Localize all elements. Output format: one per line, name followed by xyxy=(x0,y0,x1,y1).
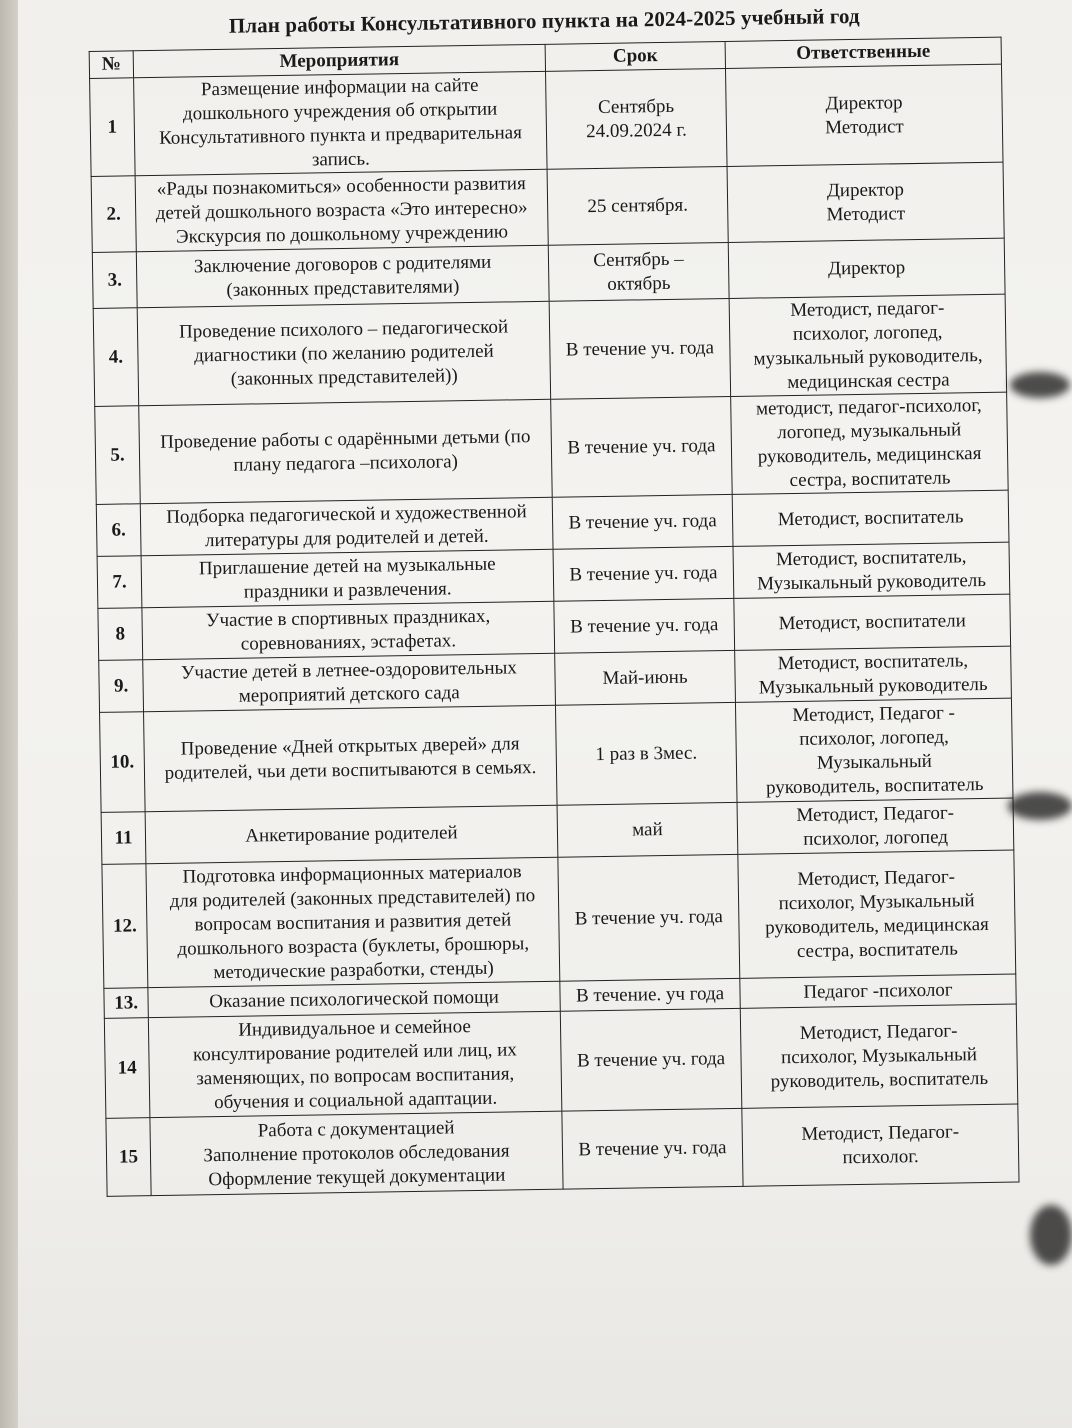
table-row xyxy=(95,392,1008,504)
table-row xyxy=(100,698,1013,812)
row-term: В течение уч. года xyxy=(549,298,731,399)
row-activity: Проведение психолого – педагогической диагностики (по желанию родителей (законных представителей)) xyxy=(137,301,550,405)
row-responsible: Методист, Педагог- психолог, Музыкальный руководитель, медицинская сестра, воспитатель xyxy=(738,850,1016,978)
table-body xyxy=(90,64,1019,1196)
row-responsible: Методист, Педагог- психолог, Музыкальный руководитель, воспитатель xyxy=(740,1004,1018,1108)
row-term: В течение уч. года xyxy=(551,396,733,497)
row-num: 11 xyxy=(101,812,146,865)
row-term: В течение уч. года xyxy=(553,546,734,601)
row-term: Сентябрь – октябрь xyxy=(548,242,729,301)
row-activity: Подборка педагогической и художественной литературы для родителей и детей. xyxy=(140,497,553,555)
row-responsible: Методист, Педагог - психолог, логопед, Музыкальный руководитель, воспитатель xyxy=(735,698,1013,802)
table-row xyxy=(102,850,1016,988)
table-row xyxy=(106,1104,1019,1196)
row-responsible: Методист, воспитатель, Музыкальный руководитель xyxy=(735,646,1012,702)
header-activity: Мероприятия xyxy=(133,44,545,77)
row-num: 14 xyxy=(104,1018,150,1119)
row-responsible: Методист, воспитатели xyxy=(734,594,1011,650)
row-activity: Проведение «Дней открытых дверей» для родителей, чьи дети воспитываются в семьях. xyxy=(144,705,558,811)
row-responsible: методист, педагог-психолог, логопед, музыкальный руководитель, медицинская сестра, воспитатель xyxy=(731,392,1009,494)
row-responsible: Методист, Педагог- психолог. xyxy=(742,1104,1019,1186)
row-num: 10. xyxy=(100,712,146,813)
row-responsible: Педагог -психолог xyxy=(740,974,1016,1008)
header-term: Срок xyxy=(545,41,725,71)
row-num: 2. xyxy=(91,176,136,253)
row-term: В течение уч. года xyxy=(552,494,733,549)
row-responsible: Методист, воспитатель, Музыкальный руководитель xyxy=(733,542,1010,598)
row-activity: Участие в спортивных праздниках, соревнованиях, эстафетах. xyxy=(142,601,555,659)
row-responsible: Методист, Педагог- психолог, логопед xyxy=(737,798,1014,854)
ink-smudge xyxy=(1008,792,1072,820)
row-num: 8 xyxy=(98,608,143,661)
row-num: 13. xyxy=(104,988,148,1019)
row-num: 15 xyxy=(106,1118,151,1197)
row-activity: Размещение информации на сайте дошкольного учреждения об открытии Консультативного пункта и предварительная запись. xyxy=(134,71,547,175)
table-row xyxy=(90,64,1003,176)
page-title: План работы Консультативного пункта на 2024-2025 учебный год xyxy=(228,3,860,38)
row-responsible: Методист, педагог- психолог, логопед, музыкальный руководитель, медицинская сестра xyxy=(729,294,1007,396)
row-activity: Индивидуальное и семейное консултирование родителей или лиц, их заменяющих, по вопросам воспитания, обучения и социальной адаптации. xyxy=(148,1011,562,1117)
row-activity: Оказание психологической помощи xyxy=(148,981,560,1017)
row-term: 1 раз в 3мес. xyxy=(555,702,737,805)
row-activity: Работа с документацией Заполнение протоколов обследования Оформление текущей документации xyxy=(150,1111,563,1195)
row-activity: Проведение работы с одарёнными детьми (по плану педагога –психолога) xyxy=(139,399,552,503)
table-row xyxy=(93,294,1006,406)
row-num: 6. xyxy=(96,504,141,557)
row-num: 12. xyxy=(102,864,148,989)
row-num: 4. xyxy=(93,308,139,407)
row-term: 25 сентября. xyxy=(547,166,728,245)
row-term: Май-июнь xyxy=(555,650,736,705)
row-activity: Приглашение детей на музыкальные праздники и развлечения. xyxy=(141,549,554,607)
row-term: В течение уч. года xyxy=(558,854,740,981)
row-term: Сентябрь 24.09.2024 г. xyxy=(546,68,728,169)
row-responsible: Директор Методист xyxy=(725,64,1003,166)
row-term: май xyxy=(557,802,738,857)
row-term: В течение уч. года xyxy=(560,1008,742,1111)
row-num: 3. xyxy=(92,252,137,309)
row-num: 1 xyxy=(90,78,136,177)
row-activity: Заключение договоров с родителями (законных представителями) xyxy=(136,245,549,307)
row-term: В течение уч. года xyxy=(554,598,735,653)
paper-fold-shadow xyxy=(0,0,18,1428)
row-activity: Участие детей в летнее-оздоровительных мероприятий детского сада xyxy=(143,653,556,711)
row-term: В течение. уч года xyxy=(560,978,740,1011)
row-activity: Анкетирование родителей xyxy=(145,805,558,863)
header-responsible: Ответственные xyxy=(725,37,1001,68)
document xyxy=(88,0,1019,1197)
row-num: 5. xyxy=(95,406,141,505)
row-activity: Подготовка информационных материалов для родителей (законных представителей) по вопросам воспитания и развития детей дошкольного возраста (буклеты, брошюры, методические разработки, стенды) xyxy=(146,857,560,987)
row-num: 7. xyxy=(97,556,142,609)
header-num: № xyxy=(89,51,133,79)
row-responsible: Директор xyxy=(728,238,1005,298)
ink-smudge xyxy=(1030,1205,1072,1265)
table-row xyxy=(91,162,1004,252)
row-responsible: Методист, воспитатель xyxy=(732,490,1009,546)
table-row xyxy=(104,1004,1017,1118)
plan-table xyxy=(89,37,1020,1197)
row-activity: «Рады познакомиться» особенности развития детей дошкольного возраста «Это интересно» Экскурсия по дошкольному учреждению xyxy=(135,169,548,251)
ink-smudge xyxy=(1010,372,1070,398)
row-responsible: Директор Методист xyxy=(727,162,1004,242)
row-term: В течение уч. года xyxy=(562,1108,743,1189)
row-num: 9. xyxy=(99,660,144,713)
